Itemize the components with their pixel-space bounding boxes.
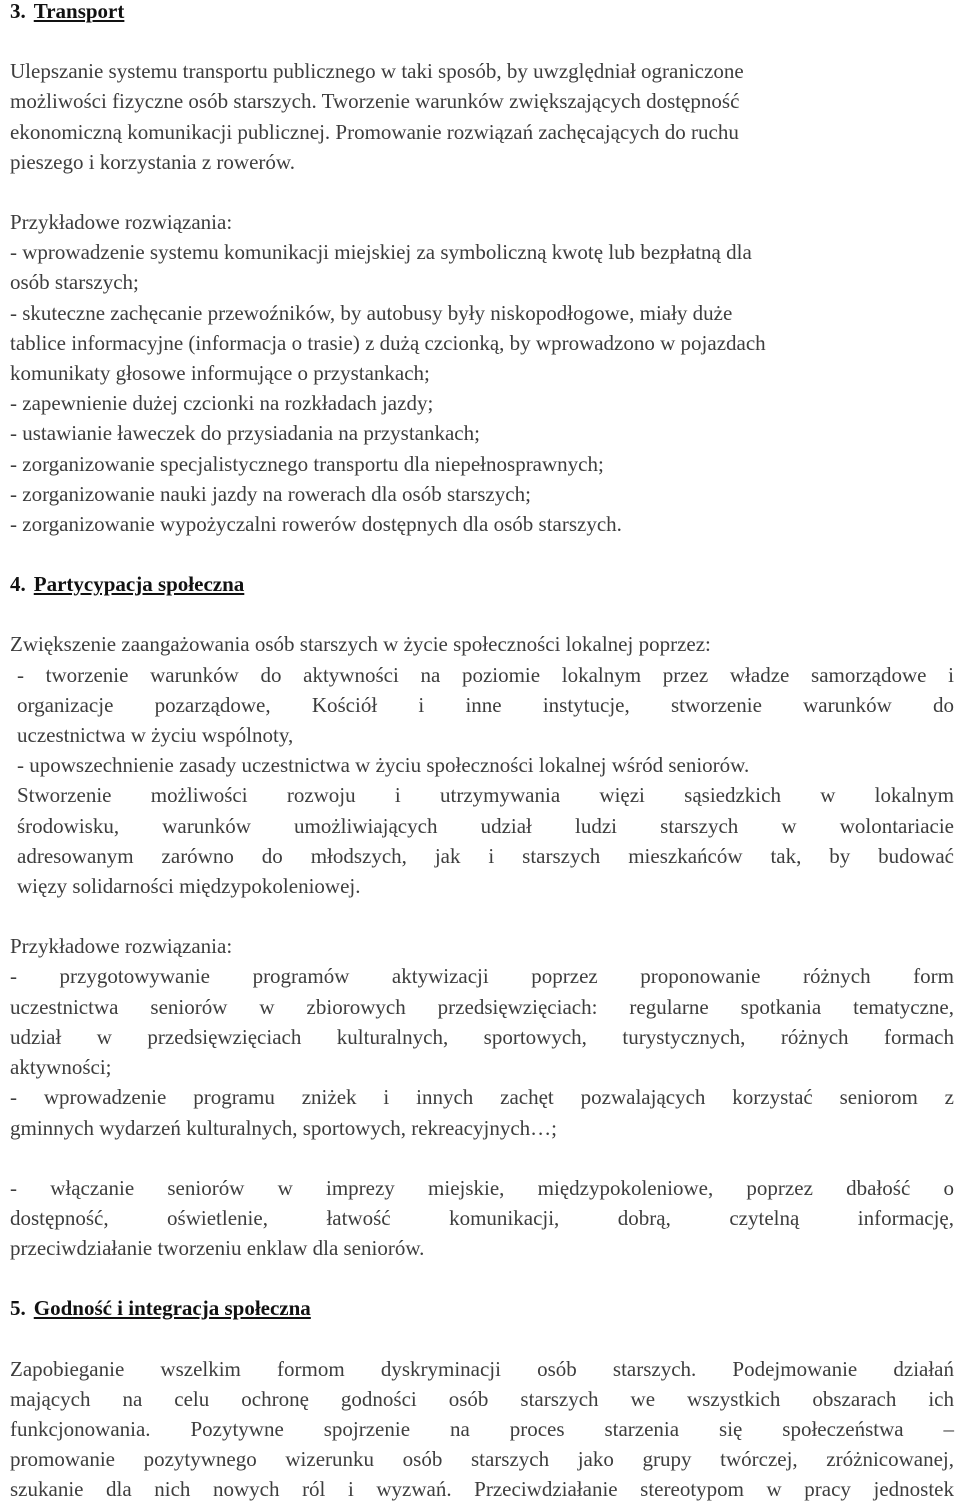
section-4-examples-list-b bbox=[10, 1173, 954, 1264]
section-4-examples-label: Przykładowe rozwiązania: bbox=[10, 934, 233, 959]
list-item: uczestnictwa seniorów w zbiorowych przedsięwzięciach: regularne spotkania tematyczne, bbox=[10, 994, 954, 1019]
section-3-intro bbox=[10, 56, 954, 177]
section-5-heading bbox=[10, 1293, 954, 1323]
section-4-title: Partycypacja społeczna bbox=[33, 572, 245, 597]
spacer bbox=[10, 901, 954, 931]
list-item: - włączanie seniorów w imprezy miejskie, międzypokoleniowe, poprzez dbałość o bbox=[10, 1175, 954, 1200]
spacer bbox=[10, 177, 954, 207]
list-item: - wprowadzenie systemu komunikacji miejskiej za symboliczną kwotę lub bezpłatną dla bbox=[10, 240, 752, 265]
section-5-body bbox=[10, 1354, 954, 1505]
list-item: przeciwdziałanie tworzeniu enklaw dla seniorów. bbox=[10, 1236, 425, 1261]
list-item: - wprowadzenie programu zniżek i innych zachęt pozwalających korzystać seniorom z bbox=[10, 1085, 954, 1110]
paragraph-line: mających na celu ochronę godności osób starszych we wszystkich obszarach ich bbox=[10, 1386, 954, 1411]
section-4-number: 4. bbox=[10, 572, 26, 597]
section-4-lead: Zwiększenie zaangażowania osób starszych w życie społeczności lokalnej poprzez: bbox=[10, 632, 711, 657]
paragraph-line: szukanie dla nich nowych ról i wyzwań. Przeciwdziałanie stereotypom w pracy jednostek bbox=[10, 1477, 954, 1502]
paragraph-line: Stworzenie możliwości rozwoju i utrzymywania więzi sąsiedzkich w lokalnym bbox=[17, 783, 954, 808]
section-5-number: 5. bbox=[10, 1296, 26, 1321]
list-item: aktywności; bbox=[10, 1055, 112, 1080]
spacer bbox=[10, 1143, 954, 1173]
paragraph-line: Ulepszanie systemu transportu publicznego w taki sposób, by uwzględniał ograniczone bbox=[10, 59, 744, 84]
paragraph-line: uczestnictwa w życiu wspólnoty, bbox=[17, 723, 294, 748]
list-item: - ustawianie ławeczek do przysiadania na przystankach; bbox=[10, 421, 480, 446]
list-item: - zorganizowanie wypożyczalni rowerów dostępnych dla osób starszych. bbox=[10, 512, 622, 537]
spacer bbox=[10, 26, 954, 56]
section-3-examples-label: Przykładowe rozwiązania: bbox=[10, 210, 233, 235]
paragraph-line: funkcjonowania. Pozytywne spojrzenie na proces starzenia się społeczeństwa – bbox=[10, 1416, 954, 1441]
list-item: tablice informacyjne (informacja o trasie) z dużą czcionką, by wprowadzono w pojazdach bbox=[10, 330, 766, 355]
list-item: - zapewnienie dużej czcionki na rozkładach jazdy; bbox=[10, 391, 434, 416]
spacer bbox=[10, 599, 954, 629]
list-item: - zorganizowanie nauki jazdy na rowerach dla osób starszych; bbox=[10, 481, 531, 506]
spacer bbox=[10, 539, 954, 569]
spacer bbox=[10, 1263, 954, 1293]
list-item: komunikaty głosowe informujące o przystankach; bbox=[10, 361, 430, 386]
section-3-examples-list bbox=[10, 237, 954, 539]
paragraph-line: więzy solidarności międzypokoleniowej. bbox=[17, 874, 361, 899]
section-4-body bbox=[10, 660, 954, 902]
list-item: udział w przedsięwzięciach kulturalnych, sportowych, turystycznych, różnych formach bbox=[10, 1024, 954, 1049]
paragraph-line: możliwości fizyczne osób starszych. Tworzenie warunków zwiększających dostępność bbox=[10, 89, 740, 114]
section-5-title: Godność i integracja społeczna bbox=[33, 1296, 311, 1321]
paragraph-line: - tworzenie warunków do aktywności na poziomie lokalnym przez władze samorządowe i bbox=[17, 662, 954, 687]
list-item: - skuteczne zachęcanie przewoźników, by autobusy były niskopodłogowe, miały duże bbox=[10, 300, 733, 325]
list-item: - zorganizowanie specjalistycznego transportu dla niepełnosprawnych; bbox=[10, 451, 604, 476]
list-item: dostępność, oświetlenie, łatwość komunikacji, dobrą, czytelną informację, bbox=[10, 1205, 954, 1230]
list-item: gminnych wydarzeń kulturalnych, sportowych, rekreacyjnych…; bbox=[10, 1115, 557, 1140]
section-3-heading bbox=[10, 0, 954, 26]
section-3-number: 3. bbox=[10, 0, 26, 23]
paragraph-line: ekonomiczną komunikacji publicznej. Promowanie rozwiązań zachęcających do ruchu bbox=[10, 119, 739, 144]
document-page bbox=[10, 0, 954, 1505]
paragraph-line: Zapobieganie wszelkim formom dyskryminacji osób starszych. Podejmowanie działań bbox=[10, 1356, 954, 1381]
section-4-heading bbox=[10, 569, 954, 599]
section-3-title: Transport bbox=[33, 0, 125, 23]
paragraph-line: pieszego i korzystania z rowerów. bbox=[10, 149, 295, 174]
paragraph-line: środowisku, warunków umożliwiających udział ludzi starszych w wolontariacie bbox=[17, 813, 954, 838]
paragraph-line: promowanie pozytywnego wizerunku osób starszych jako grupy twórczej, zróżnicowanej, bbox=[10, 1447, 954, 1472]
list-item: osób starszych; bbox=[10, 270, 139, 295]
paragraph-line: - upowszechnienie zasady uczestnictwa w życiu społeczności lokalnej wśród seniorów. bbox=[17, 753, 750, 778]
paragraph-line: adresowanym zarówno do młodszych, jak i starszych mieszkańców tak, by budować bbox=[17, 843, 954, 868]
spacer bbox=[10, 1324, 954, 1354]
list-item: - przygotowywanie programów aktywizacji poprzez proponowanie różnych form bbox=[10, 964, 954, 989]
paragraph-line: organizacje pozarządowe, Kościół i inne instytucje, stworzenie warunków do bbox=[17, 692, 954, 717]
section-4-examples-list-a bbox=[10, 961, 954, 1142]
